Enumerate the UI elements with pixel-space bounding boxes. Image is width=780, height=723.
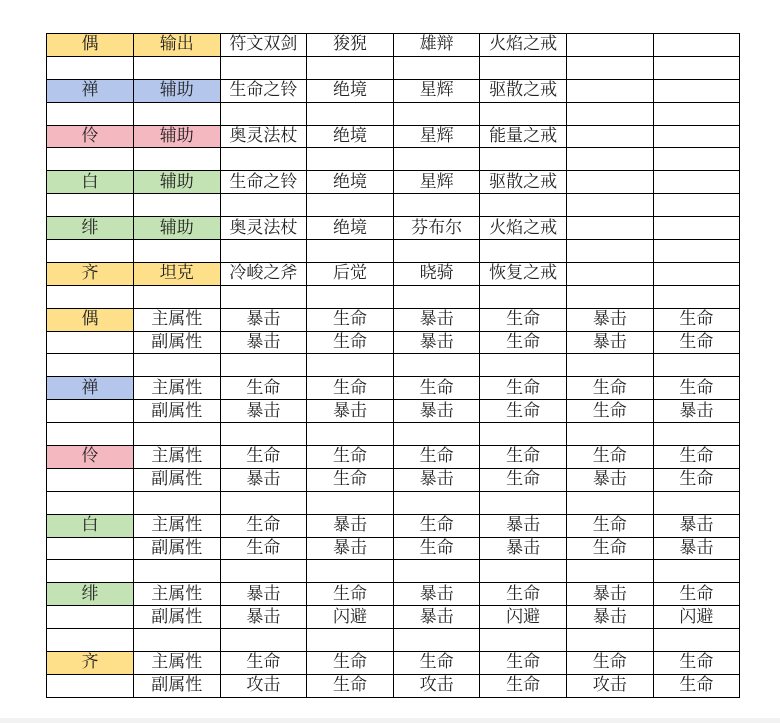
table-row [47, 560, 740, 583]
table-cell[interactable]: 副属性 [134, 606, 221, 629]
table-cell[interactable]: 生命 [566, 446, 653, 469]
table-row [47, 331, 740, 354]
table-cell[interactable] [566, 491, 653, 514]
table-cell[interactable] [480, 240, 567, 263]
table-row [47, 194, 740, 217]
table-cell[interactable]: 生命 [566, 400, 653, 423]
table-cell[interactable]: 暴击 [566, 308, 653, 331]
table-cell[interactable] [47, 400, 134, 423]
table-cell[interactable]: 雄辩 [393, 34, 480, 57]
table-cell[interactable]: 绯 [47, 583, 134, 606]
table-cell[interactable]: 暴击 [653, 537, 740, 560]
table-cell[interactable]: 生命 [220, 446, 307, 469]
table-cell[interactable]: 生命 [480, 583, 567, 606]
table-cell[interactable] [653, 560, 740, 583]
table-cell[interactable] [566, 102, 653, 125]
spreadsheet-body [47, 34, 740, 698]
table-cell[interactable]: 生命 [393, 537, 480, 560]
table-cell[interactable]: 主属性 [134, 514, 221, 537]
table-cell[interactable]: 生命 [307, 674, 394, 697]
table-cell[interactable]: 奥灵法杖 [220, 125, 307, 148]
table-cell[interactable] [480, 56, 567, 79]
table-cell[interactable] [47, 148, 134, 171]
table-cell[interactable]: 驱散之戒 [480, 79, 567, 102]
table-cell[interactable]: 星辉 [393, 125, 480, 148]
table-cell[interactable]: 生命 [653, 308, 740, 331]
table-cell[interactable] [220, 148, 307, 171]
table-cell[interactable] [393, 148, 480, 171]
table-cell[interactable] [566, 354, 653, 377]
table-cell[interactable]: 暴击 [220, 468, 307, 491]
table-row [47, 285, 740, 308]
table-cell[interactable]: 暴击 [393, 606, 480, 629]
table-cell[interactable] [47, 331, 134, 354]
table-cell[interactable] [566, 240, 653, 263]
table-cell[interactable]: 暴击 [566, 583, 653, 606]
table-cell[interactable]: 星辉 [393, 171, 480, 194]
table-cell[interactable] [134, 102, 221, 125]
table-cell[interactable]: 暴击 [393, 468, 480, 491]
table-cell[interactable] [134, 560, 221, 583]
table-cell[interactable] [47, 560, 134, 583]
table-cell[interactable] [47, 285, 134, 308]
table-cell[interactable]: 辅助 [134, 171, 221, 194]
table-cell[interactable]: 绯 [47, 217, 134, 240]
table-row [47, 354, 740, 377]
table-cell[interactable] [480, 354, 567, 377]
table-cell[interactable] [393, 423, 480, 446]
table-cell[interactable]: 辅助 [134, 217, 221, 240]
table-row [47, 377, 740, 400]
table-cell[interactable] [566, 125, 653, 148]
table-cell[interactable]: 生命 [480, 377, 567, 400]
table-cell[interactable]: 暴击 [566, 331, 653, 354]
table-cell[interactable]: 副属性 [134, 674, 221, 697]
table-cell[interactable] [566, 79, 653, 102]
table-cell[interactable]: 闪避 [480, 606, 567, 629]
window-bottom-edge [0, 718, 780, 723]
table-cell[interactable] [653, 79, 740, 102]
table-row [47, 34, 740, 57]
table-cell[interactable] [566, 560, 653, 583]
table-cell[interactable] [566, 171, 653, 194]
table-cell[interactable]: 绝境 [307, 125, 394, 148]
table-cell[interactable]: 输出 [134, 34, 221, 57]
table-cell[interactable]: 生命 [307, 308, 394, 331]
table-row [47, 125, 740, 148]
table-cell[interactable] [480, 285, 567, 308]
table-cell[interactable]: 暴击 [653, 514, 740, 537]
table-cell[interactable] [220, 240, 307, 263]
table-cell[interactable] [307, 102, 394, 125]
table-cell[interactable] [134, 491, 221, 514]
table-row [47, 400, 740, 423]
table-cell[interactable] [307, 56, 394, 79]
table-row [47, 491, 740, 514]
table-cell[interactable]: 白 [47, 171, 134, 194]
table-cell[interactable] [47, 468, 134, 491]
table-cell[interactable] [653, 56, 740, 79]
table-cell[interactable]: 偶 [47, 308, 134, 331]
table-cell[interactable]: 符文双剑 [220, 34, 307, 57]
table-row [47, 674, 740, 697]
table-cell[interactable]: 绝境 [307, 217, 394, 240]
table-cell[interactable] [47, 491, 134, 514]
table-cell[interactable]: 生命 [307, 468, 394, 491]
table-cell[interactable]: 生命 [480, 308, 567, 331]
table-cell[interactable] [480, 491, 567, 514]
table-cell[interactable] [393, 240, 480, 263]
table-cell[interactable] [307, 240, 394, 263]
table-row [47, 629, 740, 652]
table-cell[interactable]: 暴击 [220, 331, 307, 354]
table-cell[interactable] [566, 262, 653, 285]
table-cell[interactable] [480, 560, 567, 583]
table-cell[interactable] [653, 194, 740, 217]
table-row [47, 262, 740, 285]
table-cell[interactable] [220, 629, 307, 652]
table-cell[interactable] [653, 240, 740, 263]
table-cell[interactable]: 齐 [47, 262, 134, 285]
table-row [47, 537, 740, 560]
table-cell[interactable] [47, 606, 134, 629]
table-cell[interactable] [307, 354, 394, 377]
table-cell[interactable] [393, 560, 480, 583]
table-cell[interactable]: 暴击 [220, 400, 307, 423]
table-row [47, 652, 740, 675]
table-cell[interactable]: 生命 [653, 583, 740, 606]
table-cell[interactable] [47, 56, 134, 79]
table-cell[interactable] [47, 674, 134, 697]
table-cell[interactable]: 生命 [480, 468, 567, 491]
table-cell[interactable] [134, 354, 221, 377]
table-cell[interactable] [134, 629, 221, 652]
table-row [47, 583, 740, 606]
table-cell[interactable]: 生命 [307, 377, 394, 400]
table-cell[interactable]: 禅 [47, 377, 134, 400]
table-cell[interactable]: 暴击 [307, 537, 394, 560]
table-cell[interactable] [653, 171, 740, 194]
table-cell[interactable]: 生命 [220, 377, 307, 400]
table-cell[interactable]: 能量之戒 [480, 125, 567, 148]
table-cell[interactable]: 暴击 [220, 583, 307, 606]
table-cell[interactable] [566, 56, 653, 79]
table-cell[interactable] [47, 537, 134, 560]
table-cell[interactable]: 主属性 [134, 377, 221, 400]
table-cell[interactable]: 副属性 [134, 400, 221, 423]
table-cell[interactable]: 攻击 [566, 674, 653, 697]
table-cell[interactable] [566, 148, 653, 171]
table-cell[interactable]: 狻猊 [307, 34, 394, 57]
table-cell[interactable] [653, 125, 740, 148]
table-cell[interactable]: 攻击 [393, 674, 480, 697]
table-cell[interactable] [307, 423, 394, 446]
table-row [47, 56, 740, 79]
table-cell[interactable]: 生命 [653, 377, 740, 400]
table-cell[interactable] [47, 629, 134, 652]
table-cell[interactable]: 生命 [480, 331, 567, 354]
table-cell[interactable]: 生命 [307, 446, 394, 469]
table-cell[interactable] [566, 217, 653, 240]
table-cell[interactable]: 生命 [653, 331, 740, 354]
table-cell[interactable] [307, 491, 394, 514]
table-cell[interactable]: 暴击 [393, 331, 480, 354]
table-cell[interactable]: 暴击 [307, 400, 394, 423]
table-cell[interactable]: 偶 [47, 34, 134, 57]
table-cell[interactable]: 禅 [47, 79, 134, 102]
table-cell[interactable]: 暴击 [393, 400, 480, 423]
table-cell[interactable]: 坦克 [134, 262, 221, 285]
table-cell[interactable]: 辅助 [134, 125, 221, 148]
table-cell[interactable] [480, 102, 567, 125]
table-cell[interactable]: 暴击 [566, 468, 653, 491]
table-cell[interactable]: 恢复之戒 [480, 262, 567, 285]
table-cell[interactable]: 生命 [480, 446, 567, 469]
table-row [47, 148, 740, 171]
table-cell[interactable] [134, 148, 221, 171]
table-cell[interactable] [47, 354, 134, 377]
table-cell[interactable]: 闪避 [653, 606, 740, 629]
table-cell[interactable] [307, 629, 394, 652]
table-cell[interactable]: 暴击 [393, 583, 480, 606]
table-cell[interactable] [307, 285, 394, 308]
table-cell[interactable] [653, 34, 740, 57]
table-cell[interactable] [220, 102, 307, 125]
table-cell[interactable]: 主属性 [134, 583, 221, 606]
table-row [47, 468, 740, 491]
table-cell[interactable] [480, 423, 567, 446]
table-cell[interactable] [220, 285, 307, 308]
table-cell[interactable] [47, 423, 134, 446]
table-cell[interactable]: 芬布尔 [393, 217, 480, 240]
table-cell[interactable] [653, 354, 740, 377]
table-cell[interactable]: 副属性 [134, 331, 221, 354]
table-cell[interactable]: 暴击 [393, 308, 480, 331]
table-cell[interactable] [220, 354, 307, 377]
table-cell[interactable]: 奥灵法杖 [220, 217, 307, 240]
table-cell[interactable]: 闪避 [307, 606, 394, 629]
table-cell[interactable] [220, 560, 307, 583]
table-cell[interactable]: 主属性 [134, 652, 221, 675]
table-cell[interactable] [220, 491, 307, 514]
table-cell[interactable]: 生命 [393, 514, 480, 537]
table-cell[interactable]: 生命 [566, 377, 653, 400]
table-cell[interactable] [566, 629, 653, 652]
table-cell[interactable]: 绝境 [307, 171, 394, 194]
table-cell[interactable] [480, 194, 567, 217]
table-cell[interactable]: 暴击 [480, 537, 567, 560]
table-cell[interactable]: 攻击 [220, 674, 307, 697]
table-cell[interactable]: 伶 [47, 125, 134, 148]
table-cell[interactable]: 火焰之戒 [480, 217, 567, 240]
table-row [47, 79, 740, 102]
table-cell[interactable]: 生命 [393, 652, 480, 675]
table-cell[interactable]: 齐 [47, 652, 134, 675]
table-cell[interactable] [220, 56, 307, 79]
table-cell[interactable] [566, 285, 653, 308]
table-cell[interactable]: 生命 [480, 400, 567, 423]
table-cell[interactable] [307, 194, 394, 217]
table-cell[interactable]: 生命 [480, 652, 567, 675]
table-row [47, 102, 740, 125]
table-cell[interactable]: 生命 [566, 514, 653, 537]
table-cell[interactable] [653, 491, 740, 514]
table-cell[interactable] [393, 629, 480, 652]
table-cell[interactable]: 生命 [566, 537, 653, 560]
table-cell[interactable]: 晓骑 [393, 262, 480, 285]
table-cell[interactable]: 暴击 [307, 514, 394, 537]
table-row [47, 217, 740, 240]
table-cell[interactable]: 暴击 [220, 606, 307, 629]
table-row [47, 446, 740, 469]
table-cell[interactable] [134, 240, 221, 263]
table-cell[interactable] [653, 262, 740, 285]
table-row [47, 308, 740, 331]
table-cell[interactable]: 生命 [393, 446, 480, 469]
table-cell[interactable] [220, 194, 307, 217]
table-cell[interactable] [653, 217, 740, 240]
table-cell[interactable]: 暴击 [220, 308, 307, 331]
table-cell[interactable] [393, 285, 480, 308]
table-cell[interactable] [134, 194, 221, 217]
table-cell[interactable] [47, 194, 134, 217]
table-cell[interactable] [393, 194, 480, 217]
table-cell[interactable] [566, 194, 653, 217]
table-cell[interactable] [47, 102, 134, 125]
spreadsheet-table [46, 33, 740, 698]
table-cell[interactable] [480, 629, 567, 652]
table-cell[interactable]: 暴击 [566, 606, 653, 629]
table-cell[interactable]: 生命 [653, 674, 740, 697]
table-cell[interactable]: 主属性 [134, 308, 221, 331]
table-cell[interactable] [134, 56, 221, 79]
table-cell[interactable]: 后觉 [307, 262, 394, 285]
table-row [47, 514, 740, 537]
table-row [47, 423, 740, 446]
table-cell[interactable]: 生命 [653, 468, 740, 491]
table-cell[interactable] [393, 102, 480, 125]
table-cell[interactable]: 生命 [220, 537, 307, 560]
table-cell[interactable]: 副属性 [134, 468, 221, 491]
table-cell[interactable] [134, 423, 221, 446]
table-cell[interactable]: 主属性 [134, 446, 221, 469]
table-row [47, 606, 740, 629]
table-cell[interactable] [653, 285, 740, 308]
table-cell[interactable]: 生命 [220, 652, 307, 675]
table-row [47, 240, 740, 263]
table-cell[interactable] [307, 148, 394, 171]
table-cell[interactable]: 生命 [307, 583, 394, 606]
table-cell[interactable] [393, 56, 480, 79]
table-cell[interactable] [47, 240, 134, 263]
table-cell[interactable] [653, 148, 740, 171]
table-cell[interactable]: 白 [47, 514, 134, 537]
table-cell[interactable]: 副属性 [134, 537, 221, 560]
table-cell[interactable] [653, 102, 740, 125]
table-cell[interactable]: 生命 [566, 652, 653, 675]
table-cell[interactable] [566, 423, 653, 446]
table-cell[interactable]: 生命 [480, 674, 567, 697]
table-cell[interactable] [566, 34, 653, 57]
table-cell[interactable]: 生命 [393, 377, 480, 400]
table-cell[interactable] [653, 423, 740, 446]
table-cell[interactable] [220, 423, 307, 446]
table-cell[interactable] [480, 148, 567, 171]
table-cell[interactable]: 生命之铃 [220, 79, 307, 102]
table-cell[interactable] [393, 354, 480, 377]
table-cell[interactable]: 冷峻之斧 [220, 262, 307, 285]
table-cell[interactable]: 伶 [47, 446, 134, 469]
table-cell[interactable] [134, 285, 221, 308]
table-cell[interactable] [393, 491, 480, 514]
table-cell[interactable]: 生命 [307, 331, 394, 354]
table-cell[interactable]: 暴击 [653, 400, 740, 423]
table-cell[interactable] [307, 560, 394, 583]
table-cell[interactable]: 驱散之戒 [480, 171, 567, 194]
table-row [47, 171, 740, 194]
table-cell[interactable]: 火焰之戒 [480, 34, 567, 57]
table-cell[interactable]: 生命 [220, 514, 307, 537]
table-cell[interactable]: 星辉 [393, 79, 480, 102]
table-cell[interactable]: 辅助 [134, 79, 221, 102]
table-cell[interactable] [653, 629, 740, 652]
table-cell[interactable]: 生命之铃 [220, 171, 307, 194]
table-cell[interactable]: 暴击 [480, 514, 567, 537]
table-cell[interactable]: 绝境 [307, 79, 394, 102]
table-cell[interactable]: 生命 [307, 652, 394, 675]
table-cell[interactable]: 生命 [653, 446, 740, 469]
table-cell[interactable]: 生命 [653, 652, 740, 675]
